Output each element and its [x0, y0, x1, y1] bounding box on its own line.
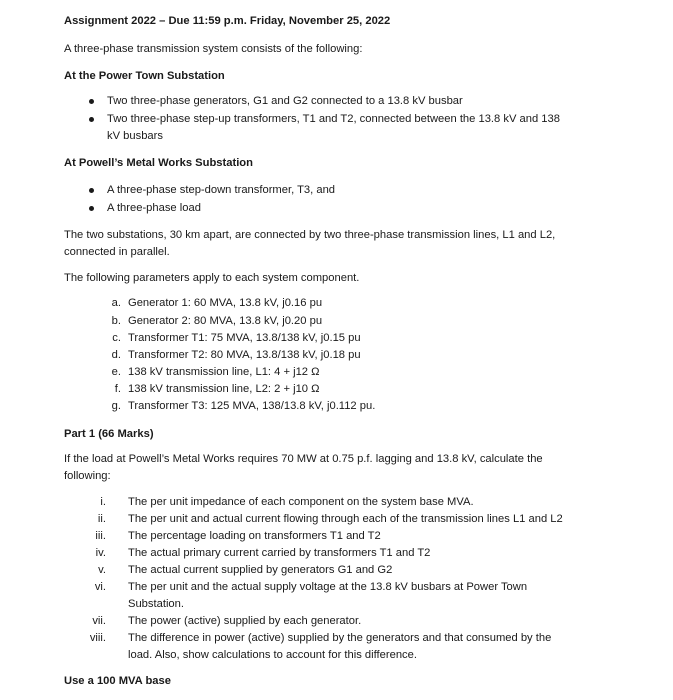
list-marker: c. — [112, 332, 121, 344]
part1-heading: Part 1 (66 Marks) — [64, 428, 154, 440]
parameter-item: 138 kV transmission line, L2: 2 + j10 Ω — [128, 383, 320, 395]
list-marker: vi. — [94, 581, 106, 593]
list-marker: b. — [111, 315, 121, 327]
part1-intro-line: If the load at Powell’s Metal Works requires 70 MW at 0.75 p.f. lagging and 13.8 kV, calculate the — [64, 453, 543, 465]
list-marker: f. — [114, 383, 121, 395]
list-marker: viii. — [89, 632, 106, 644]
section-heading-powells: At Powell’s Metal Works Substation — [64, 157, 253, 169]
bullet-icon — [89, 206, 94, 211]
bullet-item: A three-phase load — [107, 202, 201, 214]
question-item: The difference in power (active) supplied by the generators and that consumed by the — [128, 632, 552, 644]
part1-intro-line: following: — [64, 470, 111, 482]
question-item: The per unit impedance of each component on the system base MVA. — [128, 496, 474, 508]
list-marker: v. — [98, 564, 106, 576]
list-marker: g. — [111, 400, 121, 412]
assignment-title: Assignment 2022 – Due 11:59 p.m. Friday, November 25, 2022 — [64, 15, 391, 27]
parameter-item: Generator 2: 80 MVA, 13.8 kV, j0.20 pu — [128, 315, 323, 327]
parameters-intro: The following parameters apply to each system component. — [64, 272, 360, 284]
question-item: The actual primary current carried by transformers T1 and T2 — [128, 547, 431, 559]
question-item-continuation: Substation. — [128, 598, 184, 610]
question-item: The actual current supplied by generators G1 and G2 — [128, 564, 393, 576]
question-item: The power (active) supplied by each generator. — [128, 615, 362, 627]
list-marker: d. — [111, 349, 121, 361]
bullet-icon — [89, 99, 94, 104]
paragraph-line: connected in parallel. — [64, 246, 170, 258]
section-heading-power-town: At the Power Town Substation — [64, 70, 225, 82]
list-marker: e. — [111, 366, 121, 378]
list-marker: iv. — [95, 547, 106, 559]
list-marker: i. — [100, 496, 106, 508]
parameter-item: Generator 1: 60 MVA, 13.8 kV, j0.16 pu — [128, 297, 323, 309]
parameter-item: 138 kV transmission line, L1: 4 + j12 Ω — [128, 366, 320, 378]
parameter-item: Transformer T1: 75 MVA, 13.8/138 kV, j0.15 pu — [128, 332, 361, 344]
paragraph-line: The two substations, 30 km apart, are connected by two three-phase transmission lines, L1 and L2, — [64, 229, 556, 241]
bullet-item: Two three-phase step-up transformers, T1 and T2, connected between the 13.8 kV and 138 — [107, 113, 560, 125]
bullet-icon — [89, 188, 94, 193]
list-marker: vii. — [92, 615, 106, 627]
bullet-item-continuation: kV busbars — [107, 130, 163, 142]
list-marker: a. — [111, 297, 121, 309]
intro-text: A three-phase transmission system consists of the following: — [64, 43, 363, 55]
question-item: The per unit and the actual supply voltage at the 13.8 kV busbars at Power Town — [128, 581, 528, 593]
list-marker: iii. — [95, 530, 106, 542]
base-note: Use a 100 MVA base — [64, 675, 171, 687]
question-item-continuation: load. Also, show calculations to account for this difference. — [128, 649, 417, 661]
question-item: The per unit and actual current flowing through each of the transmission lines L1 and L2 — [128, 513, 563, 525]
bullet-item: A three-phase step-down transformer, T3, and — [107, 184, 336, 196]
parameter-item: Transformer T2: 80 MVA, 13.8/138 kV, j0.18 pu — [128, 349, 361, 361]
list-marker: ii. — [97, 513, 106, 525]
parameter-item: Transformer T3: 125 MVA, 138/13.8 kV, j0.112 pu. — [128, 400, 376, 412]
bullet-item: Two three-phase generators, G1 and G2 connected to a 13.8 kV busbar — [107, 95, 463, 107]
question-item: The percentage loading on transformers T1 and T2 — [128, 530, 381, 542]
bullet-icon — [89, 117, 94, 122]
